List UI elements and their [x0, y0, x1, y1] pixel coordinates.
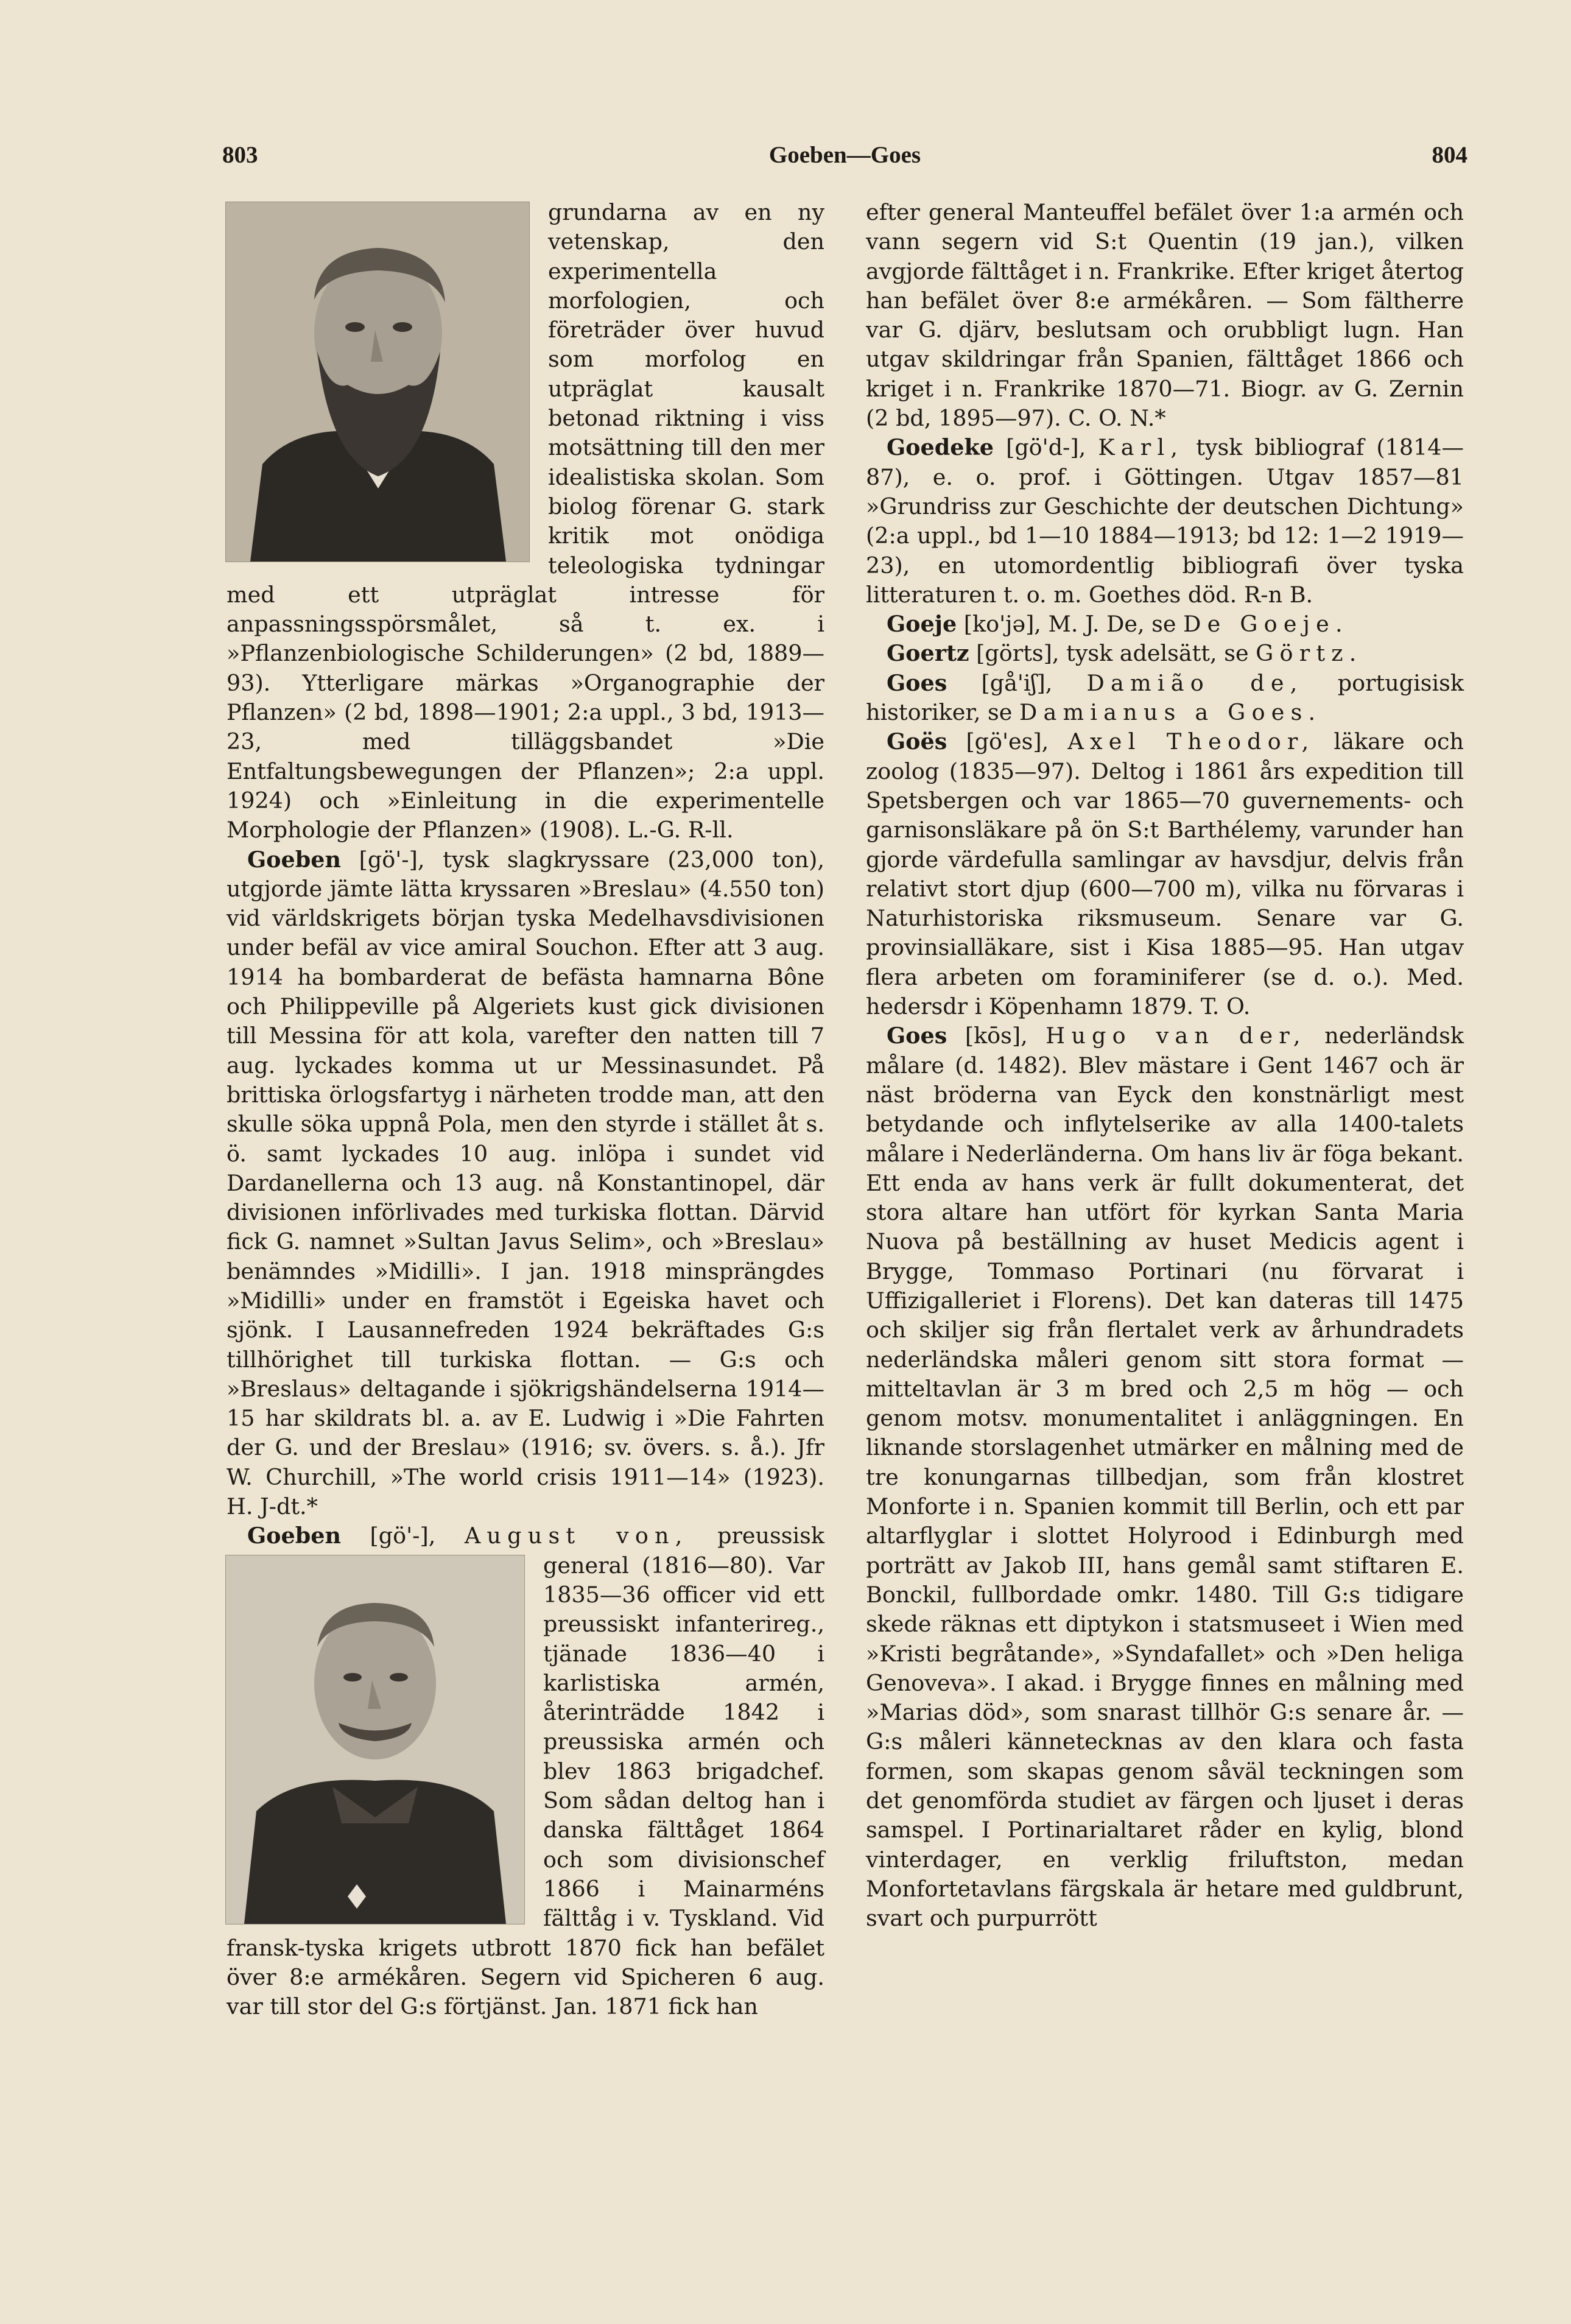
left-column [227, 198, 824, 2021]
right-column [866, 198, 1464, 1934]
cross-reference: Damianus a Goes. [1019, 699, 1322, 726]
entry-goeben-ship: Goeben [gö'-], tysk slagkryssare (23,000 ton), utgjorde jämte lätta kryssaren »Breslau» (4.550 ton) vid världskrigets början tyska Medelhavsdivisionen under befäl av vice amiral Souchon. Efter att 3 aug. 1914 ha bombarderat de befästa hamnarna Bône och Philippeville på Algeriets kust gick divisionen till Messina för att kola, varefter den natten till 7 aug. lyckades komma ut ur Messinasundet. På brittiska örlogsfartyg i närheten trodde man, att den skulle söka uppnå Pola, men den styrde i stället åt s. ö. samt lyckades 10 aug. inlöpa i sundet vid Dardanellerna och 13 aug. nå Konstantinopel, där divisionen införlivades med turkiska flottan. Därvid fick G. namnet »Sultan Javus Selim», och »Breslau» benämndes »Midilli». I jan. 1918 minsprängdes »Midilli» under en framstöt i Egeiska havet och sjönk. I Lausannefreden 1924 bekräftades G:s tillhörighet till turkiska flottan. — G:s och »Breslaus» deltagande i sjökrigshändelserna 1914—15 har skildrats bl. a. av E. Ludwig i »Die Fahrten der G. und der Breslau» (1916; sv. övers. s. å.). Jfr W. Churchill, »The world crisis 1911—14» (1923). H. J-dt.* [227, 846, 824, 1520]
entry-goes-hugo: Goes [kōs], Hugo van der, nederländsk målare (d. 1482). Blev mästare i Gent 1467 och är näst bröderna van Eyck den konstnärligt mest betydande och inflytelserike av alla 1400-talets målare i Nederländerna. Om hans liv är föga bekant. Ett enda av hans verk är fullt dokumenterat, det stora altare han utfört för kyrkan Santa Maria Nuova på beställning av huset Medicis agent i Brygge, Tommaso Portinari (nu förvarat i Uffizigalleriet i Florens). Det kan dateras till 1475 och skiljer sig från flertalet verk av århundradets nederländska måleri genom sitt stora format — mitteltavlan är 3 m bred och 2,5 m hög — och genom motsv. monumentalitet i anläggningen. En liknande storslagenhet utmärker en målning med de tre konungarnas tillbedjan, som från klostret Monforte i n. Spanien kommit till Berlin, och ett par altarflyglar i slottet Holyrood i Edinburgh med porträtt av Jakob III, hans gemål samt stiftaren E. Bonckil, fullbordade omkr. 1480. Till G:s tidigare skede räknas ett diptykon i statsmuseet i Wien med »Kristi begråtande», »Syndafallet» och »Den heliga Genoveva». I akad. i Brygge finnes en målning med »Marias död», som snarast tillhör G:s senare år. — G:s måleri kännetecknas av den klara och fasta formen, som skapas genom såväl teckningen som det genomförda studiet av färgen och ljuset i deras samspel. I Portinarialtaret råder en kylig, blond vinterdager, en verklig friluftston, medan Monfortetavlans färgskala är hetare med guldbrunt, svart och purpurrött [866, 1023, 1464, 1932]
entry-lemma: Goedeke [887, 434, 994, 461]
cross-reference: De Goeje. [1183, 611, 1349, 638]
entry-lemma: Goes [887, 669, 947, 696]
entry-goes-damiao: Goes [gå'iʃ], Damião de, portugisisk historiker, se Damianus a Goes. [866, 669, 1464, 726]
entry-name: Axel Theodor, [1067, 728, 1315, 755]
entry-goertz: Goertz [görts], tysk adelsätt, se Görtz. [887, 640, 1363, 667]
entry-lemma: Goeben [247, 1523, 342, 1549]
entry-lemma: Goertz [887, 640, 969, 667]
continued-text: efter general Manteuffel befälet över 1:a armén och vann segern vid S:t Quentin (19 jan.), vilken avgjorde fälttåget i n. Frankrike. Efter kriget återtog han befälet över 8:e armékåren. — Som fältherre var G. djärv, beslutsam och orubbligt lugn. Han utgav skildringar från Spanien, fälttåget 1866 och kriget i n. Frankrike 1870—71. Biogr. av G. Zernin (2 bd, 1895—97). C. O. N.* [866, 199, 1464, 432]
entry-goedeke: Goedeke [gö'd-], Karl, tysk bibliograf (1814—87), e. o. prof. i Göttingen. Utgav 1857—81 »Grundriss zur Geschichte der deutschen Dichtung» (2:a uppl., bd 1—10 1884—1913; bd 12: 1—2 1919—23), en utomordentlig bibliografi över tyska litteraturen t. o. m. Goethes död. R-n B. [866, 434, 1464, 608]
page-number-right: 804 [1432, 142, 1467, 168]
entry-name: Damião de, [1086, 669, 1304, 696]
portrait-goeben [225, 1555, 525, 1924]
signature: T. O. [1200, 993, 1251, 1020]
entry-name: Hugo van der, [1046, 1023, 1307, 1049]
entry-body-lead: preussisk general (1816—80). Var 1835—36 officer vid ett preussiskt infanterireg., tjänade 1836—40 i karlistiska armén, återinträdde 1842 i preussiska armén och blev 1863 brigadchef. Som sådan deltog han i danska fälttåget 1864 och som divisionschef 1866 i Mainarméns fälttåg i v. Tyskland. Vid fransk-tyska krigets utbrott 1870 fick han befälet över 8:e armékåren. Segern vid Spicheren 6 aug. var till stor del G:s förtjänst. Jan. 1871 fick han [227, 1523, 824, 2020]
entry-lemma: Goës [887, 728, 947, 755]
entry-lemma: Goes [887, 1023, 947, 1049]
entry-lemma: Goeben [247, 846, 342, 873]
entry-name: August von, [464, 1523, 689, 1549]
entry-name: Karl, [1098, 434, 1184, 461]
signature: H. J-dt.* [227, 1493, 318, 1520]
intro-text: grundarna av en ny vetenskap, den experimentella morfologien, och företräder över huvud som morfolog en utpräglat kausalt betonad riktning i viss motsättning till den mer idealistiska skolan. Som biolog förenar G. stark kritik mot onödiga teleologiska tydningar med ett utpräglat intresse för anpassningsspörsmålet, så t. ex. i »Pflanzenbiologische Schilderungen» (2 bd, 1889—93). Ytterligare märkas »Organographie der Pflanzen» (2 bd, 1898—1901; 2:a uppl., 3 bd, 1913—23, med tilläggsbandet »Die Entfaltungsbewegungen der Pflanzen»; 2:a uppl. 1924) och »Einleitung in die experimentelle Morphologie der Pflanzen» (1908). L.-G. R-ll. [227, 199, 824, 843]
signature: R-n B. [1243, 581, 1313, 608]
entry-lemma: Goeje [887, 611, 957, 638]
running-title: Goeben—Goes [768, 142, 921, 168]
entry-goes-axel: Goës [gö'es], Axel Theodor, läkare och zoolog (1835—97). Deltog i 1861 års expedition till Spetsbergen och var 1865—70 guvernements- och garnisonsläkare på ön S:t Barthélemy, varunder han gjorde värdefulla samlingar av havsdjur, delvis från relativt stort djup (600—700 m), vilka nu förvaras i Naturhistoriska riksmuseum. Senare var G. provinsialläkare, sist i Kisa 1885—95. Han utgav flera arbeten om foraminiferer (se d. o.). Med. hedersdr i Köpenhamn 1879. T. O. [866, 728, 1464, 1020]
entry-goeben-person: Goeben [gö'-], August von, preussisk general (1816—80). Var 1835—36 officer vid ett preussiskt infanterireg., tjänade 1836—40 i karlistiska armén, återinträdde 1842 i preussiska armén och blev 1863 brigadchef. Som sådan deltog han i danska fälttåget 1864 och som divisionschef 1866 i Mainarméns fälttåg i v. Tyskland. Vid fransk-tyska krigets utbrott 1870 fick han befälet över 8:e armékåren. Segern vid Spicheren 6 aug. var till stor del G:s förtjänst. Jan. 1871 fick han [227, 1523, 824, 2020]
entry-goeje: Goeje [ko'jə], M. J. De, se De Goeje. [887, 611, 1349, 638]
signature: L.-G. R-ll. [627, 817, 734, 843]
running-header [222, 141, 1467, 178]
signature: C. O. N.* [1068, 405, 1166, 432]
page-number-left: 803 [222, 142, 258, 168]
portrait-goebel [225, 202, 530, 562]
cross-reference: Görtz. [1256, 640, 1363, 667]
